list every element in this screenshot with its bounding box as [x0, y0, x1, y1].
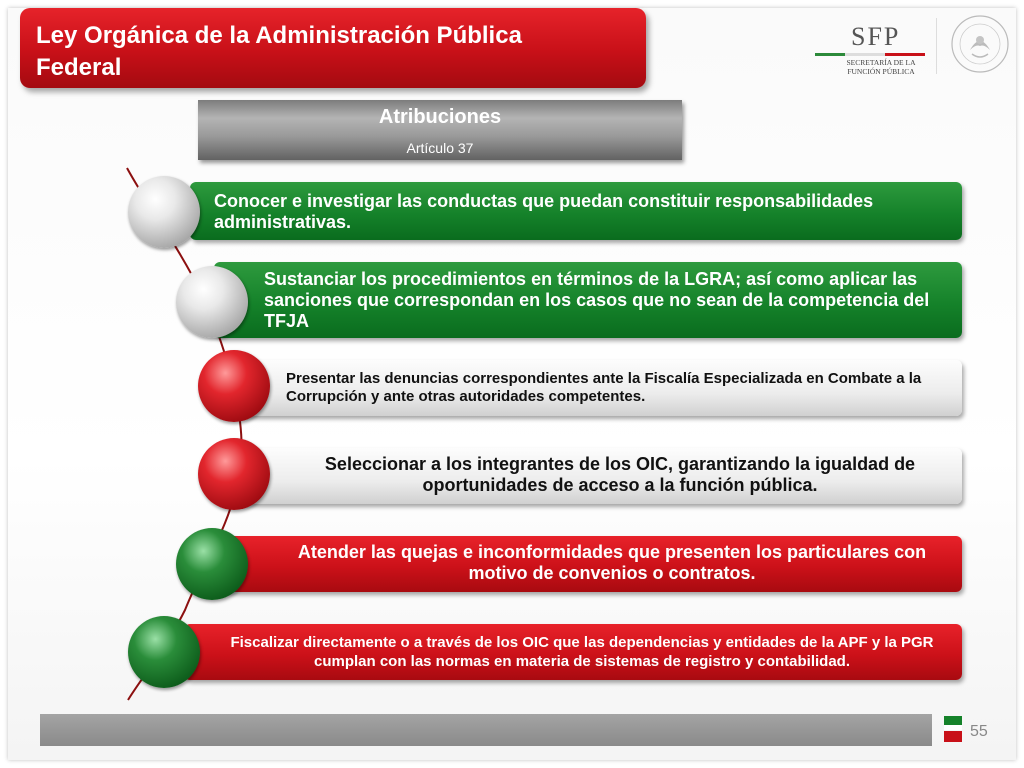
list-item: Atender las quejas e inconformidades que presenten los particulares con motivo de convenios o contratos.	[214, 536, 962, 592]
page-title: Ley Orgánica de la Administración Pública Federal	[36, 22, 522, 81]
sfp-logo-abbr: SFP	[851, 22, 901, 51]
bullet-sphere-green	[128, 616, 200, 688]
list-item: Seleccionar a los integrantes de los OIC, garantizando la igualdad de oportunidades de acceso a la función pública.	[238, 448, 962, 504]
list-item: Sustanciar los procedimientos en términos de la LGRA; así como aplicar las sanciones que correspondan en los casos que no sean de la competencia del TFJA	[214, 262, 962, 338]
sfp-logo	[815, 22, 935, 74]
section-header	[198, 100, 682, 160]
section-title: Atribuciones	[378, 106, 502, 128]
bullet-sphere-red	[198, 438, 270, 510]
bullet-sphere-silver	[176, 266, 248, 338]
list-item: Presentar las denuncias correspondientes ante la Fiscalía Especializada en Combate a la Corrupción y ante otras autoridades competentes.	[238, 360, 962, 416]
sfp-logo-name: SECRETARÍA DE LA FUNCIÓN PÚBLICA	[846, 58, 916, 76]
bullet-sphere-red	[198, 350, 270, 422]
bullet-sphere-silver	[128, 176, 200, 248]
bullet-sphere-green	[176, 528, 248, 600]
flag-icon	[944, 716, 962, 725]
page-number: 55	[970, 723, 988, 740]
mexico-seal-icon	[950, 14, 1010, 74]
section-subtitle: Artículo 37	[406, 140, 474, 156]
list-item: Fiscalizar directamente o a través de los OIC que las dependencias y entidades de la APF y la PGR cumplan con las normas en materia de sistemas de registro y contabilidad.	[184, 624, 962, 680]
footer-bar	[40, 714, 932, 746]
logo-divider	[936, 18, 937, 74]
list-item: Conocer e investigar las conductas que puedan constituir responsabilidades administrativas.	[190, 182, 962, 240]
